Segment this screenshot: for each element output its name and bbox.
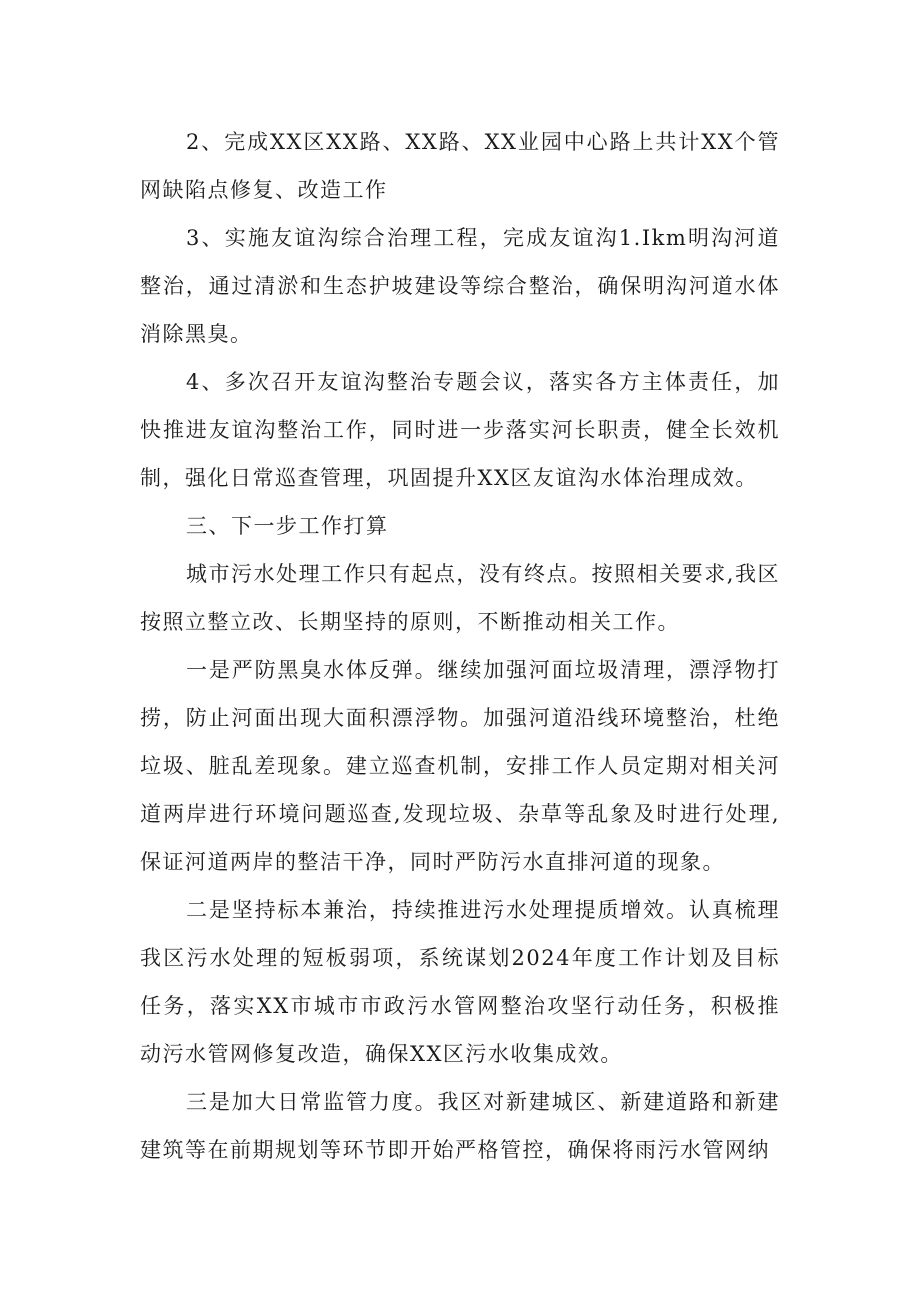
paragraph-intro: 城市污水处理工作只有起点，没有终点。按照相关要求,我区按照立整立改、长期坚持的原则，不断推动相关工作。 <box>140 562 780 634</box>
paragraph-point-two: 二是坚持标本兼治，持续推进污水处理提质增效。认真梳理我区污水处理的短板弱项，系统谋划2024年度工作计划及目标任务，落实XX市城市市政污水管网整治攻坚行动任务，积极推动污水管网修复改造，确保XX区污水收集成效。 <box>140 898 780 1066</box>
document-body <box>140 118 780 1174</box>
paragraph-item-2-pipe-repair: 2、完成XX区XX路、XX路、XX业园中心路上共计XX个管网缺陷点修复、改造工作 <box>140 130 780 202</box>
paragraph-point-one: 一是严防黑臭水体反弹。继续加强河面垃圾清理，漂浮物打捞，防止河面出现大面积漂浮物。加强河道沿线环境整治，杜绝垃圾、脏乱差现象。建立巡查机制，安排工作人员定期对相关河道两岸进行环境问题巡查,发现垃圾、杂草等乱象及时进行处理,保证河道两岸的整洁干净，同时严防污水直排河道的现象。 <box>140 658 780 874</box>
paragraph-item-4-meetings: 4、多次召开友谊沟整治专题会议，落实各方主体责任，加快推进友谊沟整治工作，同时进一步落实河长职责，健全长效机制，强化日常巡查管理，巩固提升XX区友谊沟水体治理成效。 <box>140 370 780 490</box>
section-heading-next-steps: 三、下一步工作打算 <box>186 514 389 538</box>
paragraph-point-three: 三是加大日常监管力度。我区对新建城区、新建道路和新建建筑等在前期规划等环节即开始严格管控，确保将雨污水管网纳 <box>140 1090 780 1162</box>
paragraph-item-3-youyi-ditch: 3、实施友谊沟综合治理工程，完成友谊沟1.Ikm明沟河道整治，通过清淤和生态护坡建设等综合整治，确保明沟河道水体消除黑臭。 <box>140 226 780 346</box>
